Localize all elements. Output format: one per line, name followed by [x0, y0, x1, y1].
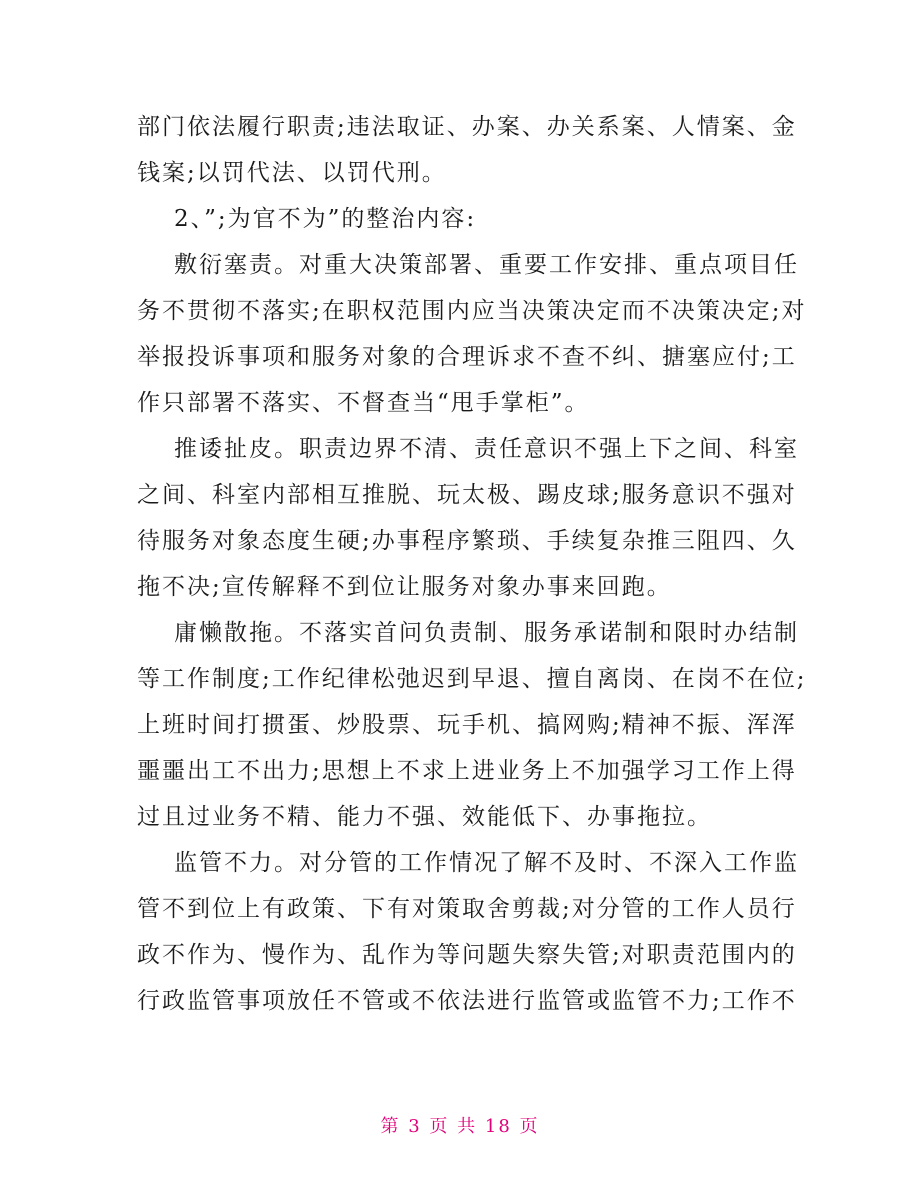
page-label-prefix: 第: [380, 1116, 401, 1137]
paragraph-continued: [137, 104, 797, 196]
text-line: 作只部署不落实、不督查当“甩手掌柜”。: [137, 390, 590, 416]
section-heading-2: [137, 196, 787, 242]
text-line: 行政监管事项放任不管或不依法进行监管或监管不力;工作不: [137, 988, 797, 1014]
paragraph-yonglan-santuo: [137, 610, 807, 840]
text-line: 推诿扯皮。职责边界不清、责任意识不强上下之间、科室: [174, 436, 799, 462]
text-line: 等工作制度;工作纪律松弛迟到早退、擅自离岗、在岗不在位;: [137, 666, 807, 692]
total-pages-number: 18: [484, 1116, 512, 1137]
paragraph-tuiwei-chepi: [137, 426, 799, 610]
text-line: 举报投诉事项和服务对象的合理诉求不查不纠、搪塞应付;工: [137, 344, 797, 370]
document-body: [137, 104, 807, 1024]
text-line: 拖不决;宣传解释不到位让服务对象办事来回跑。: [137, 574, 672, 600]
current-page-number: 3: [408, 1116, 422, 1137]
page-number-footer: [0, 1112, 920, 1138]
text-line: 管不到位上有政策、下有对策取舍剪裁;对分管的工作人员行: [137, 896, 797, 922]
paragraph-fuyan-zeze: [137, 242, 807, 426]
text-line: 庸懒散拖。不落实首问负责制、服务承诺制和限时办结制: [174, 620, 799, 646]
text-line: 监管不力。对分管的工作情况了解不及时、不深入工作监: [174, 850, 799, 876]
text-line: 部门依法履行职责;违法取证、办案、办关系案、人情案、金: [137, 114, 797, 140]
text-line: 敷衍塞责。对重大决策部署、重要工作安排、重点项目任: [174, 252, 799, 278]
text-line: 上班时间打掼蛋、炒股票、玩手机、搞网购;精神不振、浑浑: [137, 712, 797, 738]
page-label-mid: 页: [429, 1116, 450, 1137]
text-line: 钱案;以罚代法、以罚代刑。: [137, 160, 447, 186]
page-label-suffix: 页: [519, 1116, 540, 1137]
text-line: 之间、科室内部相互推脱、玩太极、踢皮球;服务意识不强对: [137, 482, 797, 508]
paragraph-jianguan-buli: [137, 840, 799, 1024]
text-line: 务不贯彻不落实;在职权范围内应当决策决定而不决策决定;对: [137, 298, 807, 324]
text-line: 过且过业务不精、能力不强、效能低下、办事拖拉。: [137, 804, 712, 830]
text-line: 待服务对象态度生硬;办事程序繁琐、手续复杂推三阻四、久: [137, 528, 797, 554]
text-line: 政不作为、慢作为、乱作为等问题失察失管;对职责范围内的: [137, 942, 797, 968]
text-line: 噩噩出工不出力;思想上不求上进业务上不加强学习工作上得: [137, 758, 797, 784]
text-line: 2、”;为官不为”的整治内容:: [174, 206, 477, 232]
total-label: 共: [457, 1116, 478, 1137]
